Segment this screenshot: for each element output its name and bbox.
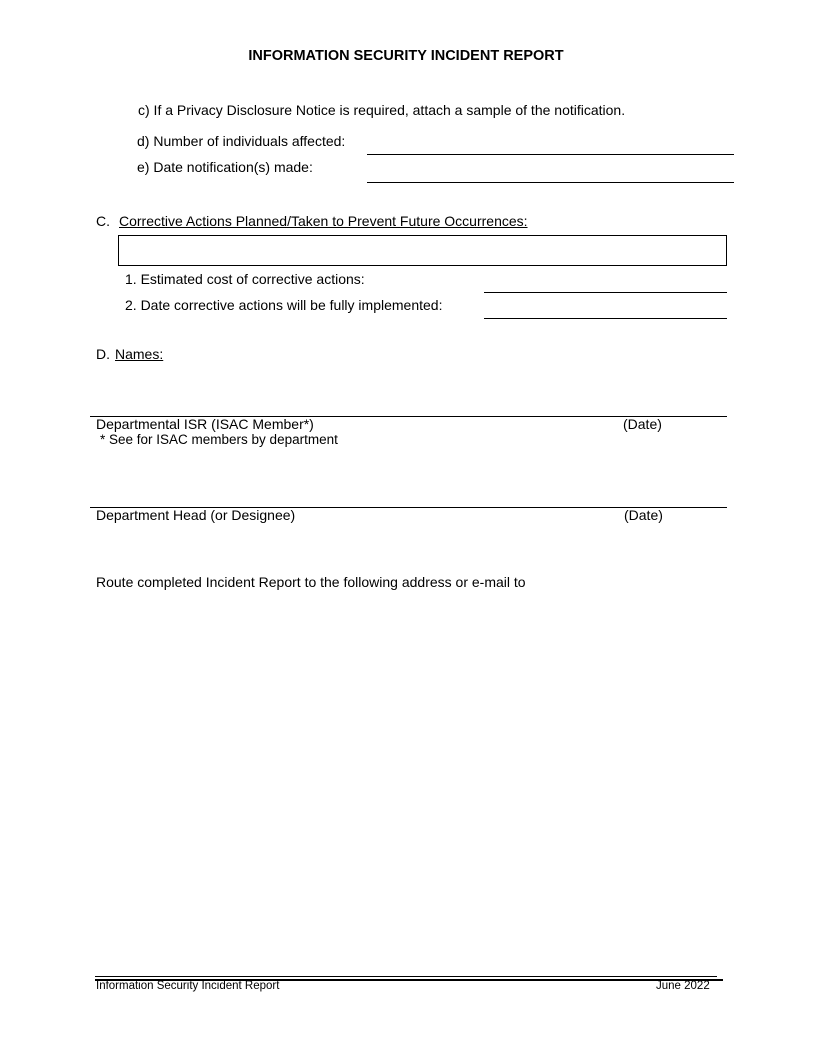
- individuals-affected-label: d) Number of individuals affected:: [137, 133, 346, 149]
- isac-footnote: * See for ISAC members by department: [100, 432, 338, 447]
- route-instructions: Route completed Incident Report to the following address or e-mail to: [96, 574, 526, 590]
- section-c-letter: C.: [96, 213, 110, 229]
- section-d-heading: Names:: [115, 346, 164, 362]
- corrective-actions-textbox[interactable]: [118, 235, 727, 266]
- notification-date-field[interactable]: [367, 182, 734, 183]
- individuals-affected-field[interactable]: [367, 154, 734, 155]
- section-d-letter: D.: [96, 346, 110, 362]
- corrective-cost-label: 1. Estimated cost of corrective actions:: [125, 271, 365, 287]
- footer-rule-top: [95, 976, 717, 977]
- section-c-heading: Corrective Actions Planned/Taken to Prevent Future Occurrences:: [119, 213, 528, 229]
- page-title: INFORMATION SECURITY INCIDENT REPORT: [248, 48, 564, 64]
- footer-date: June 2022: [656, 980, 710, 992]
- footer-document-title: Information Security Incident Report: [96, 980, 280, 992]
- privacy-notice-instruction: c) If a Privacy Disclosure Notice is required, attach a sample of the notification.: [138, 102, 626, 118]
- corrective-cost-field[interactable]: [484, 292, 727, 293]
- implementation-date-field[interactable]: [484, 318, 727, 319]
- department-head-label: Department Head (or Designee): [96, 507, 296, 523]
- implementation-date-label: 2. Date corrective actions will be fully implemented:: [125, 297, 443, 313]
- isr-date-label: (Date): [623, 416, 662, 432]
- department-head-date-label: (Date): [624, 507, 663, 523]
- isr-signature-label: Departmental ISR (ISAC Member*): [96, 416, 314, 432]
- notification-date-label: e) Date notification(s) made:: [137, 159, 313, 175]
